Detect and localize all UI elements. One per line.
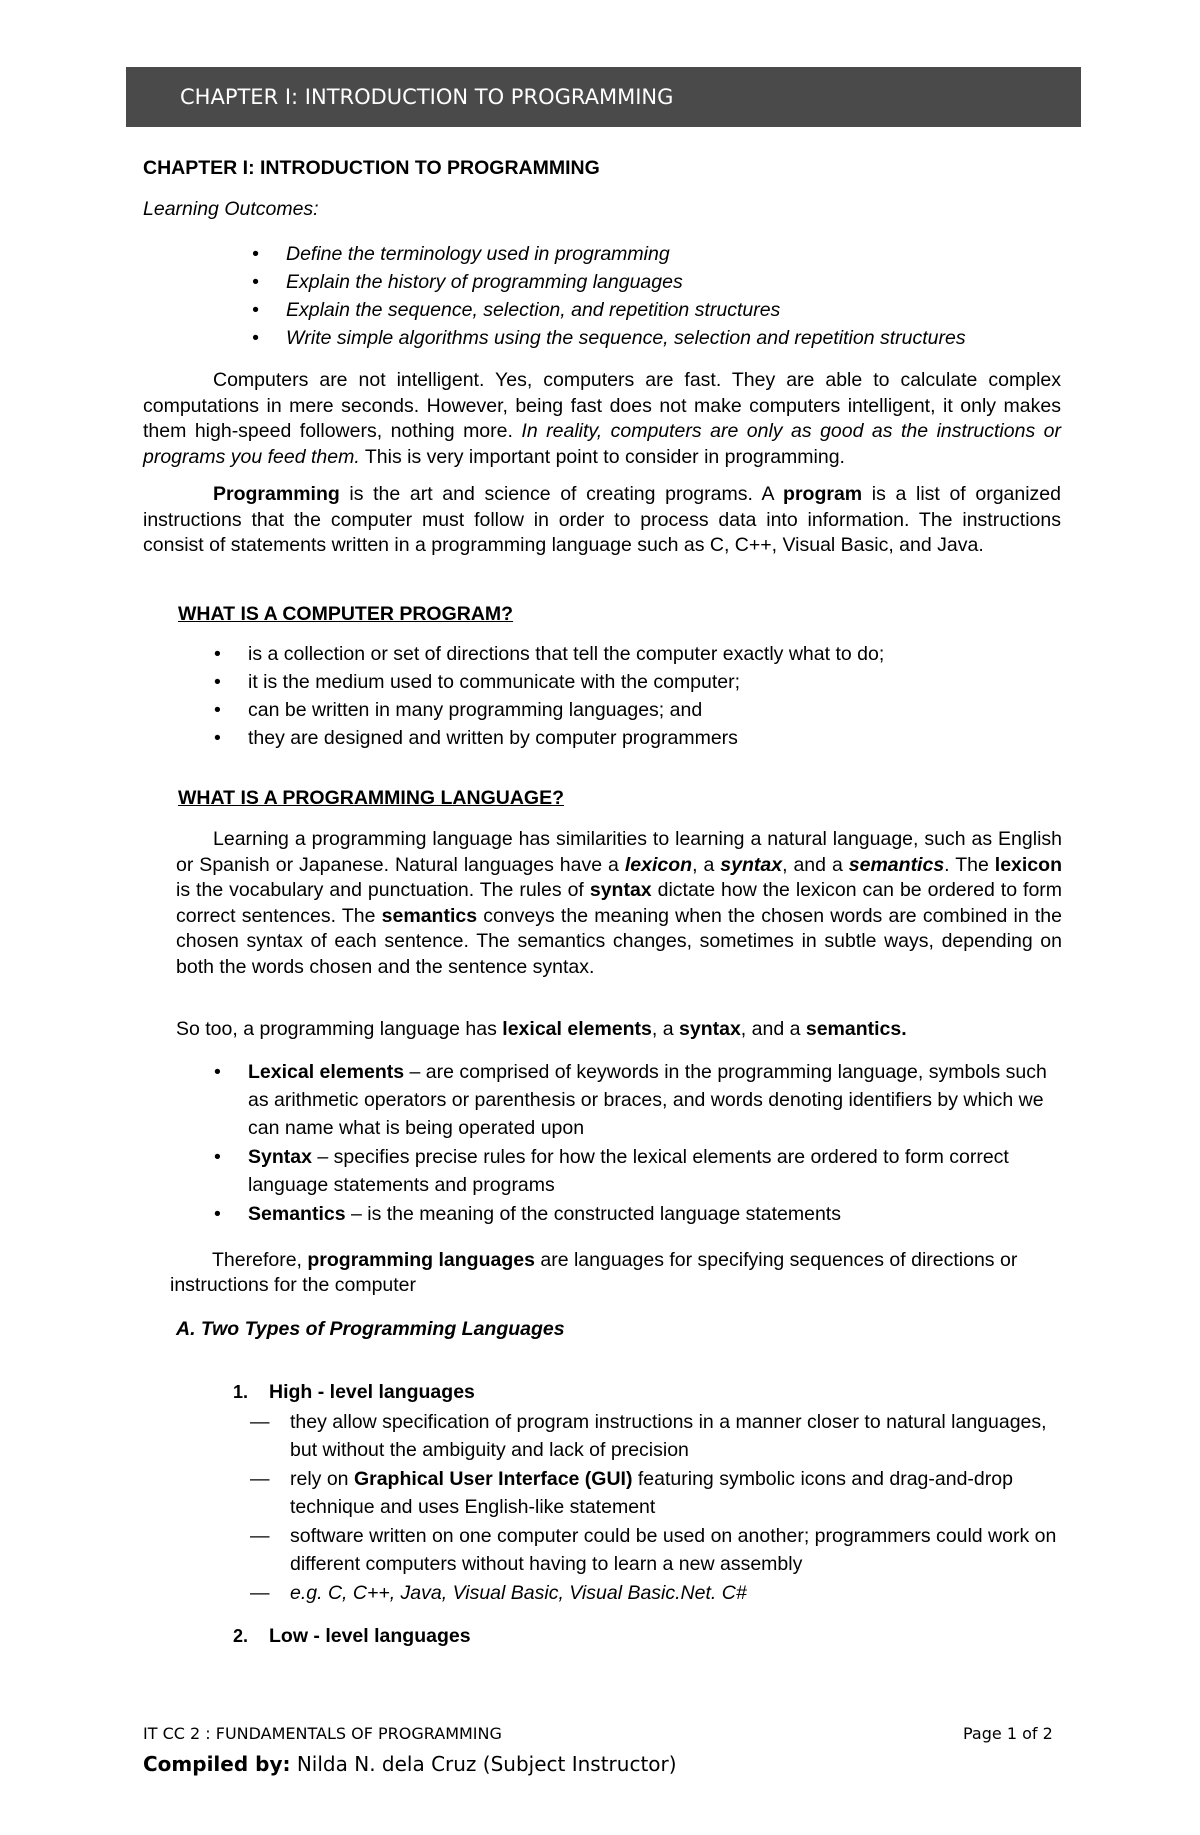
programming-definition-paragraph: Programming is the art and science of creating programs. A program is a list of organized instructions that the computer must follow in order to process data into information. The instructions consist of statements written in a programming language such as C, C++, Visual Basic, and Java. <box>143 483 1061 556</box>
bullet-icon: • <box>252 271 259 293</box>
intro-emphasis: In reality, computers are only as good as the instructions or programs you feed them. <box>143 420 1062 468</box>
dash-icon: — <box>250 1411 270 1433</box>
learning-outcomes-list <box>252 240 966 352</box>
list-item: • Semantics – is the meaning of the constructed language statements <box>214 1200 1064 1228</box>
computer-program-list <box>214 640 884 752</box>
dash-icon: — <box>250 1525 270 1547</box>
learning-outcomes-label: Learning Outcomes: <box>143 198 319 220</box>
bullet-icon: • <box>252 299 259 321</box>
therefore-paragraph: Therefore, programming languages are languages for specifying sequences of directions or instructions for the computer <box>170 1249 1018 1296</box>
term-lexicon: lexicon <box>624 853 693 876</box>
computer-program-heading: WHAT IS A COMPUTER PROGRAM? <box>178 603 514 625</box>
list-item: • it is the medium used to communicate with the computer; <box>214 668 884 696</box>
footer-compiled-by: Compiled by: Nilda N. dela Cruz (Subject Instructor) <box>143 1752 677 1776</box>
chapter-title: CHAPTER I: INTRODUCTION TO PROGRAMMING <box>143 157 600 179</box>
bullet-icon: • <box>214 1061 221 1083</box>
intro-paragraph: Computers are not intelligent. Yes, computers are fast. They are able to calculate complex computations in mere seconds. However, being fast does not make computers intelligent, it only makes them high-speed followers, nothing more. In reality, computers are only as good as the instructions or programs you feed them. This is very important point to consider in programming. <box>143 369 1062 468</box>
footer-page-number: Page 1 of 2 <box>963 1724 1053 1743</box>
list-item: • Lexical elements – are comprised of keywords in the programming language, symbols such as arithmetic operators or parenthesis or braces, and words denoting identifiers by which we can name what is being operated upon <box>214 1058 1064 1142</box>
chapter-header-bar <box>126 67 1081 127</box>
bullet-icon: • <box>252 327 259 349</box>
list-item: • Syntax – specifies precise rules for how the lexical elements are ordered to form correct language statements and programs <box>214 1143 1064 1199</box>
header-bar-title: CHAPTER I: INTRODUCTION TO PROGRAMMING <box>180 85 674 109</box>
bullet-icon: • <box>214 699 221 721</box>
bullet-icon: • <box>252 243 259 265</box>
list-item: • Write simple algorithms using the sequence, selection and repetition structures <box>252 324 966 352</box>
high-level-title: 1. High - level languages <box>233 1381 475 1403</box>
list-item: • they are designed and written by computer programmers <box>214 724 884 752</box>
low-level-title: 2. Low - level languages <box>233 1625 471 1647</box>
list-item: • Define the terminology used in programming <box>252 240 966 268</box>
bullet-icon: • <box>214 671 221 693</box>
types-heading: A. Two Types of Programming Languages <box>176 1318 565 1340</box>
bullet-icon: • <box>214 1146 221 1168</box>
list-item: • is a collection or set of directions that tell the computer exactly what to do; <box>214 640 884 668</box>
footer-course: IT CC 2 : FUNDAMENTALS OF PROGRAMMING <box>143 1724 502 1743</box>
term-semantics: semantics <box>848 853 945 876</box>
term-program: program <box>783 483 863 505</box>
bullet-icon: • <box>214 643 221 665</box>
list-item: — rely on Graphical User Interface (GUI) featuring symbolic icons and drag-and-drop technique and uses English-like statement <box>250 1465 1070 1521</box>
term-syntax: syntax <box>720 853 783 876</box>
programming-language-paragraph: Learning a programming language has similarities to learning a natural language, such as English or Spanish or Japanese. Natural languages have a lexicon, a syntax, and a semantics. The lexicon is the vocabulary and punctuation. The rules of syntax dictate how the lexicon can be ordered to form correct sentences. The semantics conveys the meaning when the chosen words are combined in the chosen syntax of each sentence. The semantics changes, sometimes in subtle ways, depending on both the words chosen and the sentence syntax. <box>176 828 1063 978</box>
dash-icon: — <box>250 1582 270 1604</box>
list-item: — they allow specification of program instructions in a manner closer to natural languages, but without the ambiguity and lack of precision <box>250 1408 1070 1464</box>
list-item: • Explain the sequence, selection, and repetition structures <box>252 296 966 324</box>
language-elements-list <box>214 1058 1064 1229</box>
term-programming: Programming <box>213 483 340 505</box>
so-too-sentence: So too, a programming language has lexical elements, a syntax, and a semantics. <box>176 1018 907 1040</box>
high-level-list <box>250 1408 1070 1608</box>
dash-icon: — <box>250 1468 270 1490</box>
bullet-icon: • <box>214 727 221 749</box>
list-item: • Explain the history of programming languages <box>252 268 966 296</box>
list-item: — e.g. C, C++, Java, Visual Basic, Visual Basic.Net. C# <box>250 1579 1070 1607</box>
programming-language-heading: WHAT IS A PROGRAMMING LANGUAGE? <box>178 787 565 809</box>
list-item: — software written on one computer could be used on another; programmers could work on different computers without having to learn a new assembly <box>250 1522 1070 1578</box>
list-item: • can be written in many programming languages; and <box>214 696 884 724</box>
bullet-icon: • <box>214 1203 221 1225</box>
